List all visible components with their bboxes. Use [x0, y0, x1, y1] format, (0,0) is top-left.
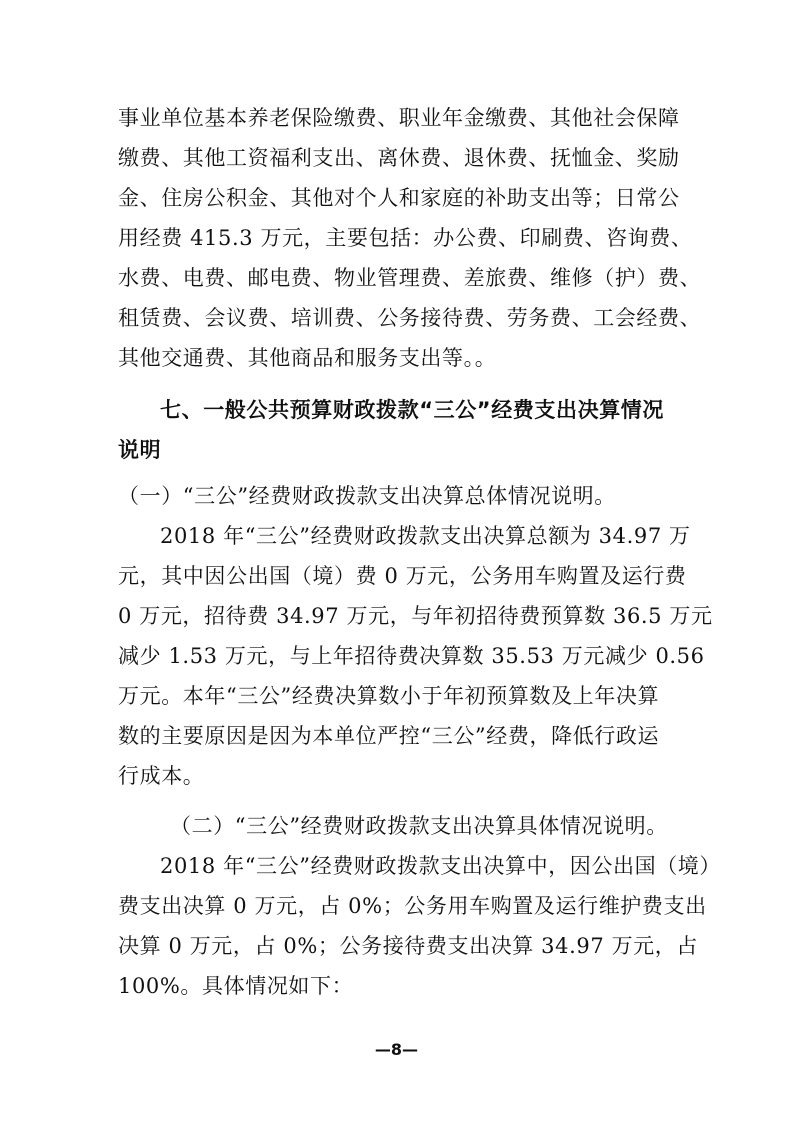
section-heading-seven: 七、一般公共预算财政拨款“三公”经费支出决算情况 — [160, 398, 665, 422]
text-line-16: 数的主要原因是因为本单位严控“三公”经费，降低行政运 — [118, 724, 660, 748]
text-line-21: 决算 0 万元，占 0%；公务接待费支出决算 34.97 万元，占 — [118, 934, 698, 958]
text-line-11: 2018 年“三公”经费财政拨款支出决算总额为 34.97 万 — [160, 524, 691, 548]
text-line-15: 万元。本年“三公”经费决算数小于年初预算数及上年决算 — [118, 684, 660, 708]
text-line-6: 租赁费、会议费、培训费、公务接待费、劳务费、工会经费、 — [118, 306, 702, 330]
text-line-3: 金、住房公积金、其他对个人和家庭的补助支出等；日常公 — [118, 186, 680, 210]
subsection-heading-one: （一）“三公”经费财政拨款支出决算总体情况说明。 — [118, 484, 616, 508]
text-line-7: 其他交通费、其他商品和服务支出等。。 — [118, 346, 497, 370]
text-line-4: 用经费 415.3 万元，主要包括：办公费、印刷费、咨询费、 — [118, 226, 693, 250]
page-number: —8— — [374, 1040, 419, 1059]
text-line-1: 事业单位基本养老保险缴费、职业年金缴费、其他社会保障 — [118, 106, 680, 130]
text-line-22: 100%。具体情况如下： — [118, 974, 354, 998]
subsection-heading-two: （二）“三公”经费财政拨款支出决算具体情况说明。 — [170, 814, 668, 838]
text-line-14: 减少 1.53 万元，与上年招待费决算数 35.53 万元减少 0.56 — [118, 644, 705, 668]
text-line-2: 缴费、其他工资福利支出、离休费、退休费、抚恤金、奖励 — [118, 146, 680, 170]
text-line-5: 水费、电费、邮电费、物业管理费、差旅费、维修（护）费、 — [118, 266, 702, 290]
text-line-17: 行成本。 — [118, 764, 205, 788]
section-heading-seven-cont: 说明 — [118, 438, 162, 462]
text-line-12: 元，其中因公出国（境）费 0 万元，公务用车购置及运行费 — [118, 564, 687, 588]
text-line-19: 2018 年“三公”经费财政拨款支出决算中，因公出国（境） — [160, 854, 721, 878]
text-line-13: 0 万元，招待费 34.97 万元，与年初招待费预算数 36.5 万元 — [118, 604, 713, 628]
text-line-20: 费支出决算 0 万元，占 0%；公务用车购置及运行维护费支出 — [118, 894, 707, 918]
